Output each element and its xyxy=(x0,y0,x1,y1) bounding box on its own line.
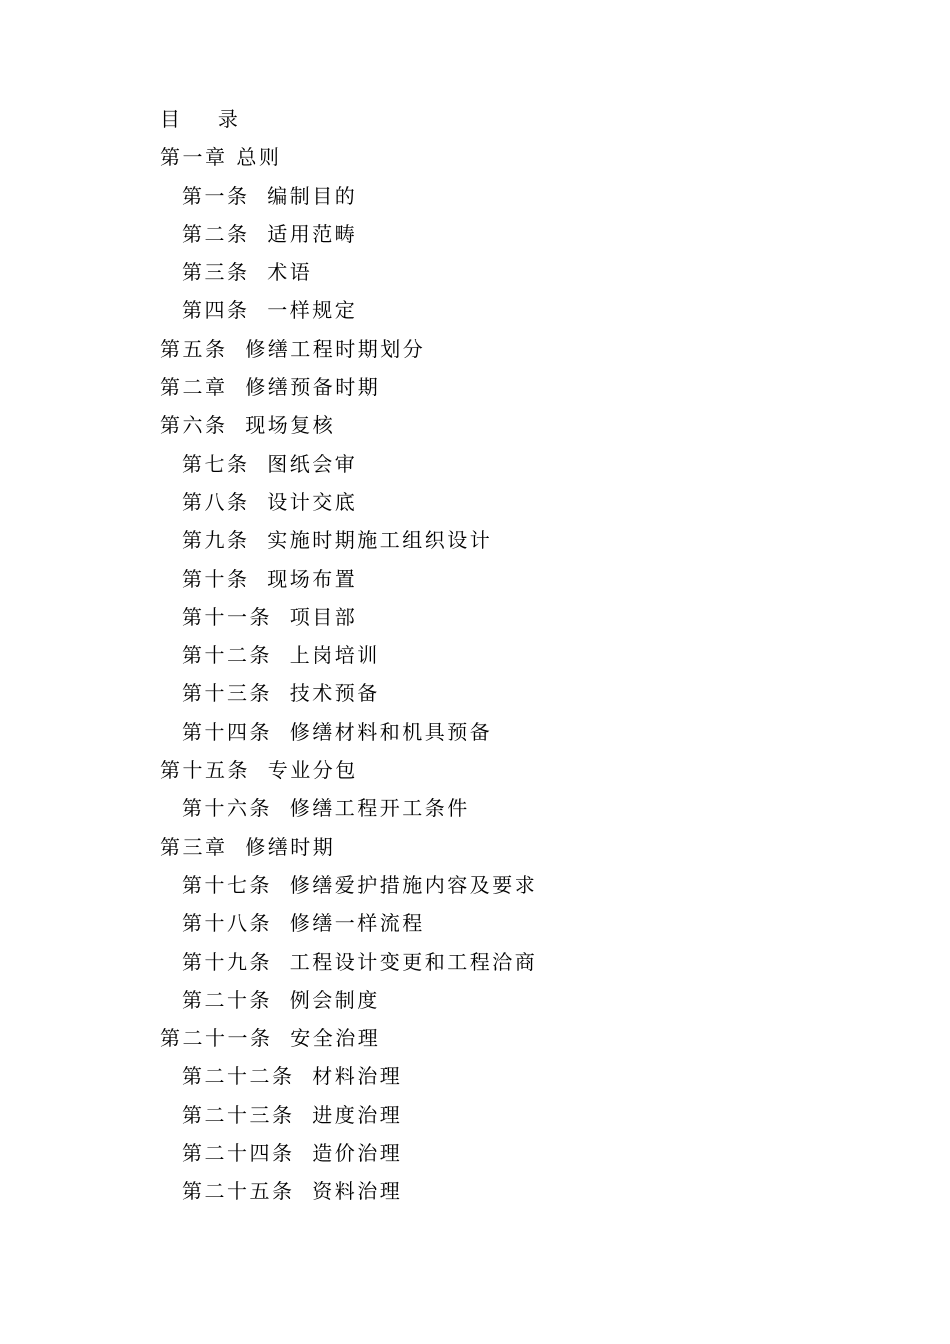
toc-entry-section: 第二十一条 安全治理 xyxy=(160,1026,381,1051)
toc-entry-section: 第五条 修缮工程时期划分 xyxy=(160,336,426,361)
table-of-contents xyxy=(160,100,537,1211)
toc-entry-section: 第六条 现场复核 xyxy=(160,413,336,438)
toc-entry-subsection: 第十六条 修缮工程开工条件 xyxy=(182,796,470,821)
toc-entry-subsection: 第十八条 修缮一样流程 xyxy=(182,911,425,936)
toc-entry-subsection: 第二十五条 资料治理 xyxy=(182,1179,403,1204)
toc-entry-subsection: 第二条 适用范畴 xyxy=(182,221,358,246)
toc-entry-subsection: 第二十二条 材料治理 xyxy=(182,1064,403,1089)
toc-entry-subsection: 第一条 编制目的 xyxy=(182,183,358,208)
toc-entry-subsection: 第十七条 修缮爱护措施内容及要求 xyxy=(182,872,538,897)
toc-entry-subsection: 第十四条 修缮材料和机具预备 xyxy=(182,719,493,744)
toc-entry-subsection: 第二十三条 进度治理 xyxy=(182,1102,403,1127)
toc-entry-subsection: 第二十四条 造价治理 xyxy=(182,1141,403,1166)
toc-entry-subsection: 第九条 实施时期施工组织设计 xyxy=(182,528,493,553)
toc-title: 目 录 xyxy=(160,107,241,131)
toc-entry-section: 第十五条 专业分包 xyxy=(160,758,358,783)
toc-entry-subsection: 第十二条 上岗培训 xyxy=(182,643,380,668)
toc-entry-subsection: 第十条 现场布置 xyxy=(182,566,358,591)
toc-entry-subsection: 第十三条 技术预备 xyxy=(182,681,380,706)
toc-entry-subsection: 第二十条 例会制度 xyxy=(182,987,380,1012)
toc-entry-section: 第一章 总则 xyxy=(160,145,282,170)
toc-entry-subsection: 第三条 术语 xyxy=(182,260,313,285)
toc-entry-subsection: 第八条 设计交底 xyxy=(182,489,358,514)
toc-entry-section: 第二章 修缮预备时期 xyxy=(160,375,381,400)
toc-entry-subsection: 第十一条 项目部 xyxy=(182,604,358,629)
toc-entry-subsection: 第十九条 工程设计变更和工程洽商 xyxy=(182,949,538,974)
toc-entry-subsection: 第四条 一样规定 xyxy=(182,298,358,323)
toc-entry-section: 第三章 修缮时期 xyxy=(160,834,336,859)
toc-entry-subsection: 第七条 图纸会审 xyxy=(182,451,358,476)
